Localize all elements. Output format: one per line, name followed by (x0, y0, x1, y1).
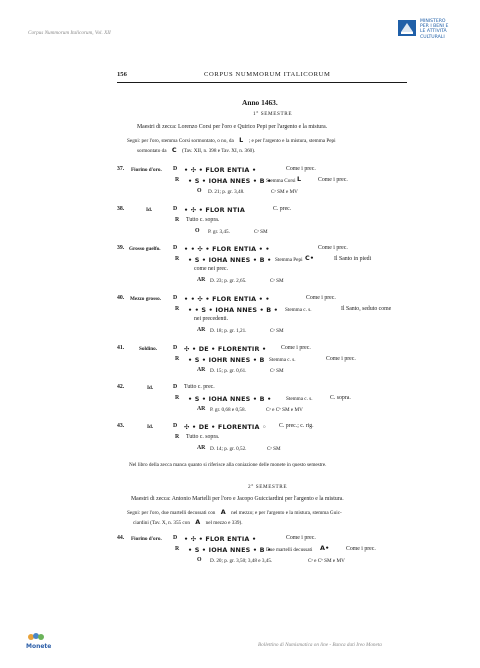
reverse-emblem-mark: A• (320, 544, 330, 552)
ministry-text: MINISTERO PER I BENI E LE ATTIVITÀ CULTURALI (420, 19, 449, 40)
reverse-emblem: Due martelli decussati (266, 547, 313, 553)
obverse-mark: D (173, 206, 178, 212)
obverse-text: Tutto c. prec. (184, 384, 215, 390)
obverse-legend: ✣ • DE • FLORENTIA ◦ (184, 423, 267, 431)
metal-mark: AR (197, 445, 206, 451)
entry-number: 37. (117, 166, 125, 172)
ministry-logo-icon (398, 20, 416, 36)
coin-specs: D. 20; p. gr. 3,50; 3,48 e 3,45. (210, 558, 273, 564)
coin-specs: D. 18; p. gr. 1,21. (210, 328, 247, 334)
obverse-mark: D (173, 245, 178, 251)
metal-mark: AR (197, 327, 206, 333)
entry-name: Mezzo grosso. (130, 296, 162, 302)
reverse-text: Tutto c. sopra. (186, 217, 220, 223)
obverse-legend: • • ✣ • FLOR ENTIA • • (184, 245, 270, 253)
reverse-legend: • S • IOHA NNES • B • (188, 546, 272, 554)
footer-citation: Bollettino di Numismatica on line - Banca dati Ireo Moneta (258, 642, 382, 648)
reverse-legend: • • S • IOHA NNES • B • (188, 306, 279, 314)
reverse-emblem: Stemma c. s. (285, 307, 312, 313)
obverse-mark: D (173, 166, 178, 172)
entry-name: Id. (147, 424, 154, 430)
coin-specs: D. 14; p. gr. 0,52. (210, 446, 247, 452)
reverse-continuation: nei precedenti. (194, 316, 229, 322)
obverse-note: C. prec. (273, 206, 292, 212)
collections: Cᵃ e Cᵇ SM e MV (308, 558, 345, 564)
obverse-mark: D (173, 535, 178, 541)
obverse-note: Come i prec. (286, 535, 316, 541)
reverse-legend: • S • IOHA NNES • B • (188, 256, 272, 264)
signs-2-line1: Segni: per l'oro, due martelli decussati con A nel mezzo; e per l'argento e la mistura, stemma Guic- (127, 508, 342, 516)
entry-name: Id. (146, 207, 153, 213)
entry-number: 38. (117, 206, 125, 212)
series-title: Corpus Nummorum Italicorum, Vol. XII (28, 30, 111, 36)
reverse-continuation: come nei prec. (194, 266, 228, 272)
metal-mark: AR (197, 406, 206, 412)
obverse-legend: • • ✣ • FLOR ENTIA • • (184, 295, 270, 303)
mint-masters-1: Maestri di zecca: Lorenzo Corsi per l'oro e Quirico Pepi per l'argento e la mistura. (137, 124, 328, 130)
obverse-mark: D (173, 295, 178, 301)
reverse-emblem-mark: L (297, 175, 302, 183)
obverse-note: Come i prec. (306, 295, 336, 301)
coin-specs: D. 21; p. gr. 3,48. (208, 189, 245, 195)
reverse-text: Tutto c. sopra. (186, 434, 220, 440)
reverse-mark: R (175, 395, 180, 401)
entry-name: Fiorino d'oro. (131, 167, 162, 173)
collections: Cᵃ SM (270, 328, 284, 334)
obverse-legend: • ✣ • FLOR NTIA (184, 206, 246, 214)
obverse-legend: • ✣ • FLOR ENTIA • (184, 535, 257, 543)
entry-number: 41. (117, 345, 125, 351)
entry-name: Grosso guelfo. (129, 246, 161, 252)
semester-heading-1: 1° SEMESTRE (253, 111, 293, 117)
obverse-note: Come i prec. (281, 345, 311, 351)
running-title: CORPUS NUMMORUM ITALICORUM (204, 71, 331, 78)
reverse-mark: R (175, 306, 180, 312)
collections: Cᵃ e Cᵇ SM e MV (266, 407, 303, 413)
header-rule (117, 82, 407, 83)
page-number: 156 (117, 71, 127, 78)
reverse-note: C. sopra. (330, 395, 351, 401)
metal-mark: AR (197, 277, 206, 283)
reverse-emblem: Stemma c. s. (286, 396, 313, 402)
entry-number: 39. (117, 245, 125, 251)
collections: Cᵃ SM (267, 446, 281, 452)
year-heading: Anno 1463. (242, 98, 278, 107)
monete-logo-text: Monete (26, 643, 52, 650)
metal-mark: O (195, 228, 200, 234)
obverse-legend: ✣ • DE • FLORENTIR • (184, 345, 267, 353)
coin-specs: D. 23; p. gr. 2,65. (210, 278, 247, 284)
reverse-legend: • S • IOHA NNES • B • (188, 177, 272, 185)
obverse-note: Come i prec. (318, 245, 348, 251)
collections: Cᵃ SM (270, 368, 284, 374)
reverse-mark: R (175, 546, 180, 552)
entry-name: Soldino. (139, 346, 158, 352)
collections: Cᵃ SM (254, 229, 268, 235)
reverse-note: Come i prec. (318, 177, 348, 183)
signs-1-line2: sormontato da C (Tav. XII, n. 398 e Tav. XI, n. 360). (137, 146, 256, 154)
reverse-note: Come i prec. (326, 356, 356, 362)
semester-note: Nel libro della zecca manca quanto si riferisce alla coniazione delle monete in questo semestre. (129, 462, 327, 468)
obverse-legend: • ✣ • FLOR ENTIA • (184, 166, 257, 174)
reverse-emblem: Stemma Corsi (266, 178, 296, 184)
entry-number: 43. (117, 423, 125, 429)
reverse-note: Il Santo in piedi (334, 256, 372, 262)
reverse-note: Come i prec. (346, 546, 376, 552)
mint-masters-2: Maestri di zecca: Antonio Martelli per l'oro e Jacopo Guicciardini per l'argento e la mistura. (131, 496, 344, 502)
semester-heading-2: 2° SEMESTRE (248, 484, 288, 490)
reverse-legend: • S • IOHR NNES • B (188, 356, 265, 364)
reverse-mark: R (175, 217, 180, 223)
metal-mark: O (197, 557, 202, 563)
obverse-note: Come i prec. (286, 166, 316, 172)
entry-name: Id. (147, 385, 154, 391)
coin-specs: P. gr. 0,68 e 0,58. (210, 407, 246, 413)
signs-1-line1: Segni: per l'oro, stemma Corsi sormontato, o no, da L ; e per l'argento e la mistura, stemma Pepi (127, 136, 336, 144)
collections: Cᵃ SM (270, 278, 284, 284)
reverse-mark: R (175, 177, 180, 183)
entry-number: 40. (117, 295, 125, 301)
entry-name: Fiorino d'oro. (131, 536, 162, 542)
metal-mark: O (197, 188, 202, 194)
reverse-mark: R (175, 434, 180, 440)
reverse-emblem: Stemma c. s. (269, 357, 296, 363)
reverse-note: Il Santo, seduto come (341, 306, 392, 312)
obverse-mark: D (173, 345, 178, 351)
reverse-legend: • S • IOHA NNES • B • (188, 395, 272, 403)
coin-specs: D. 15; p. gr. 0,61. (210, 368, 247, 374)
coin-specs: P. gr. 3,45. (208, 229, 230, 235)
signs-2-line2: ciardini (Tav. X, n. 355 con A nel mezzo e 339). (133, 518, 243, 526)
reverse-emblem: Stemma Pepi (275, 257, 303, 263)
entry-number: 42. (117, 384, 125, 390)
entry-number: 44. (117, 535, 125, 541)
collections: Cᵃ SM e MV (271, 189, 298, 195)
reverse-mark: R (175, 356, 180, 362)
obverse-mark: D (173, 384, 178, 390)
reverse-emblem-mark: C• (305, 254, 315, 262)
reverse-mark: R (175, 256, 180, 262)
obverse-note: C. prec.; c. rig. (279, 423, 314, 429)
metal-mark: AR (197, 367, 206, 373)
obverse-mark: D (173, 423, 178, 429)
